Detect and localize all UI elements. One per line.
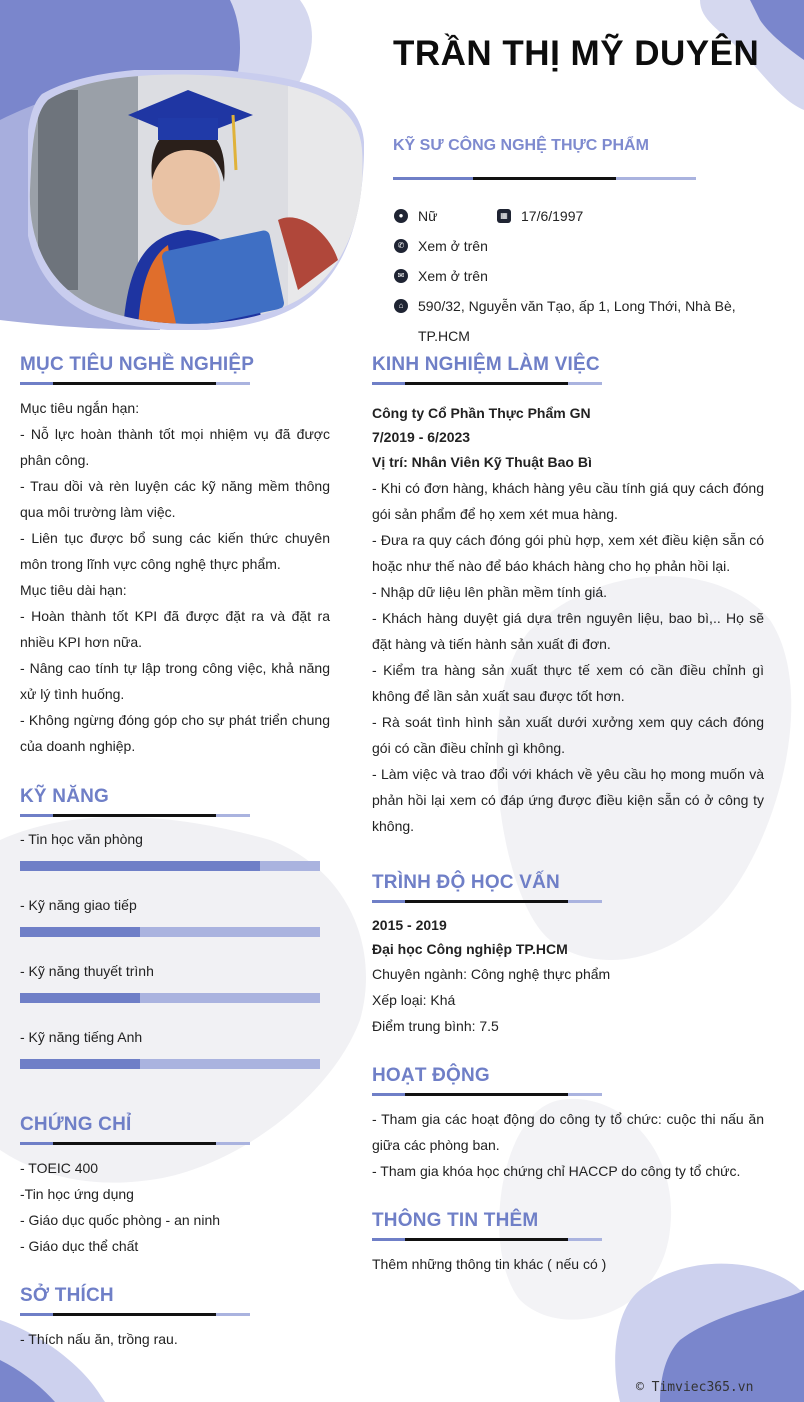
section-certificates [20, 1114, 330, 1259]
skill-level-fill [20, 1059, 140, 1069]
activities-title: HOẠT ĐỘNG [372, 1065, 490, 1086]
skill-level-fill [20, 927, 140, 937]
education-title: TRÌNH ĐỘ HỌC VẤN [372, 872, 560, 893]
job-title: KỸ SƯ CÔNG NGHỆ THỰC PHẨM [393, 137, 649, 154]
skills-underline [20, 814, 250, 817]
skill-level-bar [20, 993, 320, 1003]
additional-title: THÔNG TIN THÊM [372, 1210, 539, 1231]
activities-underline [372, 1093, 602, 1096]
skill-name: - Kỹ năng thuyết trình [20, 963, 154, 979]
section-hobbies [20, 1285, 330, 1352]
skill-item [20, 1029, 330, 1069]
section-skills [20, 786, 330, 1069]
email-value: Xem ở trên [418, 268, 488, 284]
activity-item: - Tham gia các hoạt động do công ty tổ chức: cuộc thi nấu ăn giữa các phòng ban. [372, 1111, 764, 1153]
education-period: 2015 - 2019 [372, 917, 447, 933]
skill-level-bar [20, 861, 320, 871]
phone-value: Xem ở trên [418, 238, 488, 254]
experience-underline [372, 382, 602, 385]
skill-level-fill [20, 993, 140, 1003]
experience-title: KINH NGHIỆM LÀM VIỆC [372, 354, 600, 375]
skill-level-fill [20, 861, 260, 871]
objective-line: - Nâng cao tính tự lập trong công việc, khả năng xử lý tình huống. [20, 660, 330, 702]
section-education [372, 872, 764, 1039]
duty-item: - Làm việc và trao đổi với khách về yêu cầu họ mong muốn và phản hồi lại xem có đáp ứng được điều kiện sẵn có ở công ty không. [372, 766, 764, 834]
education-rank: Xếp loại: Khá [372, 992, 456, 1008]
profile-photo [28, 70, 364, 330]
contact-address [394, 298, 736, 351]
objective-line: - Trau dồi và rèn luyện các kỹ năng mềm thông qua môi trường làm việc. [20, 478, 330, 520]
candidate-name: TRẦN THỊ MỸ DUYÊN [393, 34, 760, 73]
skill-name: - Kỹ năng tiếng Anh [20, 1029, 143, 1045]
section-activities [372, 1065, 764, 1184]
work-period: 7/2019 - 6/2023 [372, 429, 471, 445]
objective-line: - Hoàn thành tốt KPI đã được đặt ra và đặt ra nhiều KPI hơn nữa. [20, 608, 330, 650]
birthday-value: 17/6/1997 [521, 208, 584, 224]
hobby-item: - Thích nấu ăn, trồng rau. [20, 1331, 178, 1347]
email-icon: ✉ [394, 269, 408, 283]
certificate-item: - TOEIC 400 [20, 1160, 99, 1176]
duty-item: - Khách hàng duyệt giá dựa trên nguyên liệu, bao bì,.. Họ sẽ đặt hàng và tiến hành sản xuất đi đơn. [372, 610, 764, 652]
hobbies-title: SỞ THÍCH [20, 1285, 114, 1306]
contact-birthday [497, 208, 583, 224]
skill-item [20, 897, 330, 937]
phone-icon: ✆ [394, 239, 408, 253]
skill-level-bar [20, 927, 320, 937]
objective-line: Mục tiêu dài hạn: [20, 582, 127, 598]
work-position: Vị trí: Nhân Viên Kỹ Thuật Bao Bì [372, 454, 592, 470]
address-line-1: 590/32, Nguyễn văn Tạo, ấp 1, Long Thới, Nhà Bè, [418, 298, 736, 314]
calendar-icon: ▦ [497, 209, 511, 223]
address-line-2: TP.HCM [418, 328, 470, 344]
home-icon: ⌂ [394, 299, 408, 313]
skill-name: - Kỹ năng giao tiếp [20, 897, 137, 913]
objective-underline [20, 382, 250, 385]
person-icon: ● [394, 209, 408, 223]
skills-title: KỸ NĂNG [20, 786, 110, 807]
skill-item [20, 831, 330, 871]
company-name: Công ty Cổ Phần Thực Phẩm GN [372, 405, 591, 421]
skill-name: - Tin học văn phòng [20, 831, 143, 847]
contact-phone [394, 238, 488, 254]
duty-item: - Rà soát tình hình sản xuất dưới xưởng xem quy cách đóng gói có cần điều chỉnh gì không. [372, 714, 764, 756]
objective-line: - Liên tục được bổ sung các kiến thức chuyên môn trong lĩnh vực công nghệ thực phẩm. [20, 530, 330, 572]
activity-item: - Tham gia khóa học chứng chỉ HACCP do công ty tổ chức. [372, 1163, 741, 1179]
additional-underline [372, 1238, 602, 1241]
certificates-underline [20, 1142, 250, 1145]
skill-item [20, 963, 330, 1003]
objective-line: - Nỗ lực hoàn thành tốt mọi nhiệm vụ đã được phân công. [20, 426, 330, 468]
certificates-title: CHỨNG CHỈ [20, 1114, 132, 1135]
additional-text: Thêm những thông tin khác ( nếu có ) [372, 1256, 607, 1272]
objective-title: MỤC TIÊU NGHỀ NGHIỆP [20, 354, 255, 375]
duty-item: - Đưa ra quy cách đóng gói phù hợp, xem xét điều kiện sẵn có hoặc như thế nào để báo khách hàng cho họ phản hồi lại. [372, 532, 764, 574]
education-gpa: Điểm trung bình: 7.5 [372, 1018, 499, 1034]
gender-value: Nữ [418, 208, 438, 224]
certificate-item: - Giáo dục thể chất [20, 1238, 139, 1254]
section-objective [20, 354, 330, 759]
education-school: Đại học Công nghiệp TP.HCM [372, 941, 568, 957]
header-divider [393, 177, 696, 180]
footer-credit: © Timviec365.vn [636, 1380, 754, 1395]
education-underline [372, 900, 602, 903]
duty-item: - Khi có đơn hàng, khách hàng yêu cầu tính giá quy cách đóng gói sản phẩm để họ xem xét mua hàng. [372, 480, 764, 522]
objective-line: Mục tiêu ngắn hạn: [20, 400, 140, 416]
certificate-item: - Giáo dục quốc phòng - an ninh [20, 1212, 221, 1228]
section-experience [372, 354, 764, 839]
certificate-item: -Tin học ứng dụng [20, 1186, 134, 1202]
duty-item: - Nhập dữ liệu lên phần mềm tính giá. [372, 584, 608, 600]
section-additional [372, 1210, 764, 1277]
contact-email [394, 268, 488, 284]
skill-level-bar [20, 1059, 320, 1069]
hobbies-underline [20, 1313, 250, 1316]
duty-item: - Kiểm tra hàng sản xuất thực tế xem có cần điều chỉnh gì không để lần sản xuất sau được tốt hơn. [372, 662, 764, 704]
objective-line: - Không ngừng đóng góp cho sự phát triển chung của doanh nghiệp. [20, 712, 330, 754]
education-major: Chuyên ngành: Công nghệ thực phẩm [372, 966, 611, 982]
contact-gender [394, 208, 437, 224]
